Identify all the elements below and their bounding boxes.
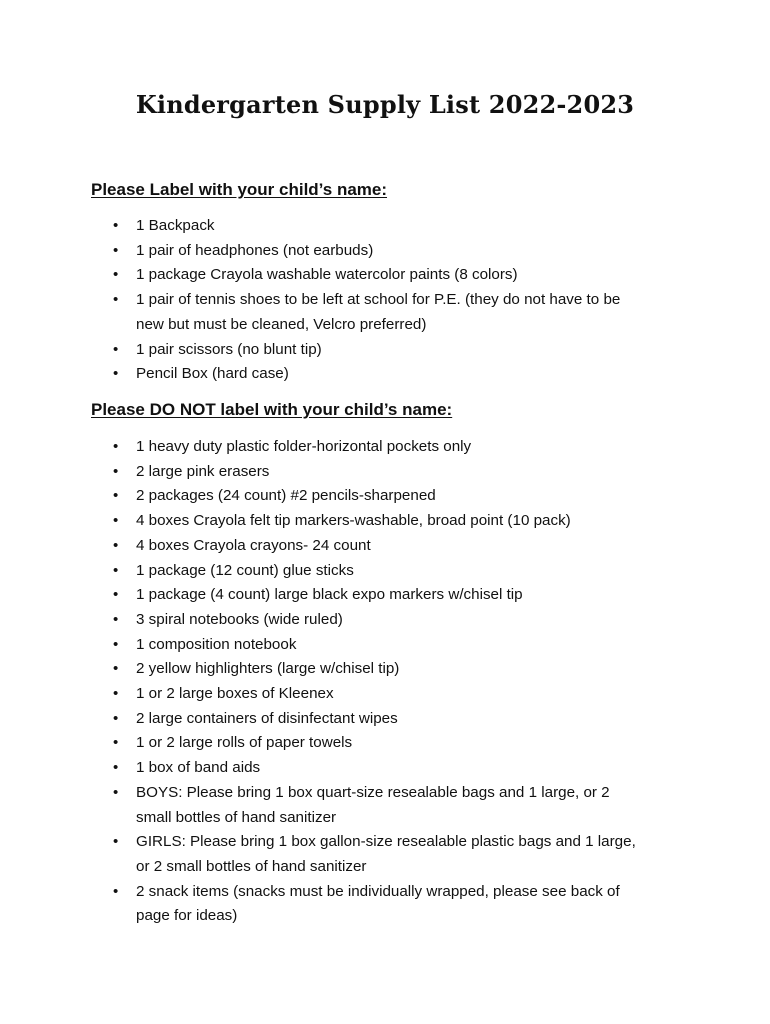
list-item-text: 4 boxes Crayola felt tip markers-washable, broad point (10 pack): [136, 512, 571, 530]
list-item: [0, 781, 640, 830]
list-item-text: 2 large containers of disinfectant wipes: [136, 709, 398, 727]
list-item-text: 2 yellow highlighters (large w/chisel tip): [136, 660, 400, 678]
bullet-icon: •: [113, 217, 119, 234]
list-item-text: 1 package (4 count) large black expo markers w/chisel tip: [136, 586, 523, 604]
list-item: [0, 239, 640, 264]
bullet-icon: •: [113, 635, 119, 653]
list-item-text: 1 heavy duty plastic folder-horizontal pockets only: [136, 438, 472, 455]
list-item-text: 1 box of band aids: [136, 759, 261, 777]
bullet-icon: •: [113, 586, 119, 604]
bullet-icon: •: [113, 660, 119, 678]
list-item: [0, 880, 640, 929]
bullet-icon: •: [113, 709, 119, 727]
list-item: [0, 362, 640, 387]
list-item: [0, 263, 640, 288]
list-item: [0, 338, 640, 363]
no-label-section-heading: Please DO NOT label with your child’s name:: [91, 400, 453, 419]
list-item-text: 2 snack items (snacks must be individually wrapped, please see back of page for ideas): [136, 882, 620, 925]
list-item: [0, 633, 640, 658]
bullet-icon: •: [113, 487, 119, 505]
bullet-icon: •: [113, 833, 119, 851]
bullet-icon: •: [113, 685, 119, 703]
bullet-icon: •: [113, 882, 119, 900]
list-item: [0, 682, 640, 707]
list-item-text: 3 spiral notebooks (wide ruled): [136, 610, 343, 628]
list-item-text: 1 package Crayola washable watercolor paints (8 colors): [136, 266, 518, 284]
page-title: Kindergarten Supply List 2022-2023: [135, 90, 635, 119]
list-item: [0, 435, 640, 460]
list-item: [0, 214, 640, 239]
list-item: [0, 830, 640, 879]
list-item-text: 1 Backpack: [136, 217, 215, 234]
bullet-icon: •: [113, 783, 119, 801]
list-item-text: 1 composition notebook: [136, 635, 297, 653]
list-item-text: 1 package (12 count) glue sticks: [136, 561, 354, 579]
bullet-icon: •: [113, 759, 119, 777]
list-item: [0, 288, 640, 337]
list-item: [0, 707, 640, 732]
list-item: [0, 534, 640, 559]
bullet-icon: •: [113, 241, 119, 259]
list-item-text: 1 pair scissors (no blunt tip): [136, 340, 322, 358]
list-item: [0, 731, 640, 756]
list-item-text: 1 pair of tennis shoes to be left at school for P.E. (they do not have to be new but must be cleaned, Velcro preferred): [136, 291, 621, 333]
label-section-heading: Please Label with your child’s name:: [91, 180, 388, 199]
list-item-text: 4 boxes Crayola crayons- 24 count: [136, 536, 371, 554]
list-item-text: 1 pair of headphones (not earbuds): [136, 241, 374, 259]
bullet-icon: •: [113, 365, 119, 383]
bullet-icon: •: [113, 291, 119, 309]
list-item-text: 2 packages (24 count) #2 pencils-sharpened: [136, 487, 436, 505]
list-item: [0, 484, 640, 509]
list-item-text: 1 or 2 large rolls of paper towels: [136, 734, 353, 752]
bullet-icon: •: [113, 340, 119, 358]
list-item: [0, 559, 640, 584]
list-item-text: Pencil Box (hard case): [136, 365, 289, 383]
list-item: [0, 608, 640, 633]
label-supply-list: [0, 214, 640, 387]
list-item: [0, 460, 640, 485]
list-item-text: GIRLS: Please bring 1 box gallon-size resealable plastic bags and 1 large, or 2 small bottles of hand sanitizer: [136, 833, 636, 875]
bullet-icon: •: [113, 610, 119, 628]
bullet-icon: •: [113, 734, 119, 752]
bullet-icon: •: [113, 536, 119, 554]
list-item: [0, 756, 640, 781]
bullet-icon: •: [113, 561, 119, 579]
list-item: [0, 583, 640, 608]
list-item-text: BOYS: Please bring 1 box quart-size resealable bags and 1 large, or 2 small bottles of hand sanitizer: [136, 783, 610, 826]
list-item-text: 2 large pink erasers: [136, 462, 270, 480]
list-item-text: 1 or 2 large boxes of Kleenex: [136, 685, 334, 703]
bullet-icon: •: [113, 438, 119, 455]
bullet-icon: •: [113, 512, 119, 530]
list-item: [0, 657, 640, 682]
bullet-icon: •: [113, 266, 119, 284]
no-label-supply-list: [0, 435, 640, 929]
list-item: [0, 509, 640, 534]
bullet-icon: •: [113, 462, 119, 480]
